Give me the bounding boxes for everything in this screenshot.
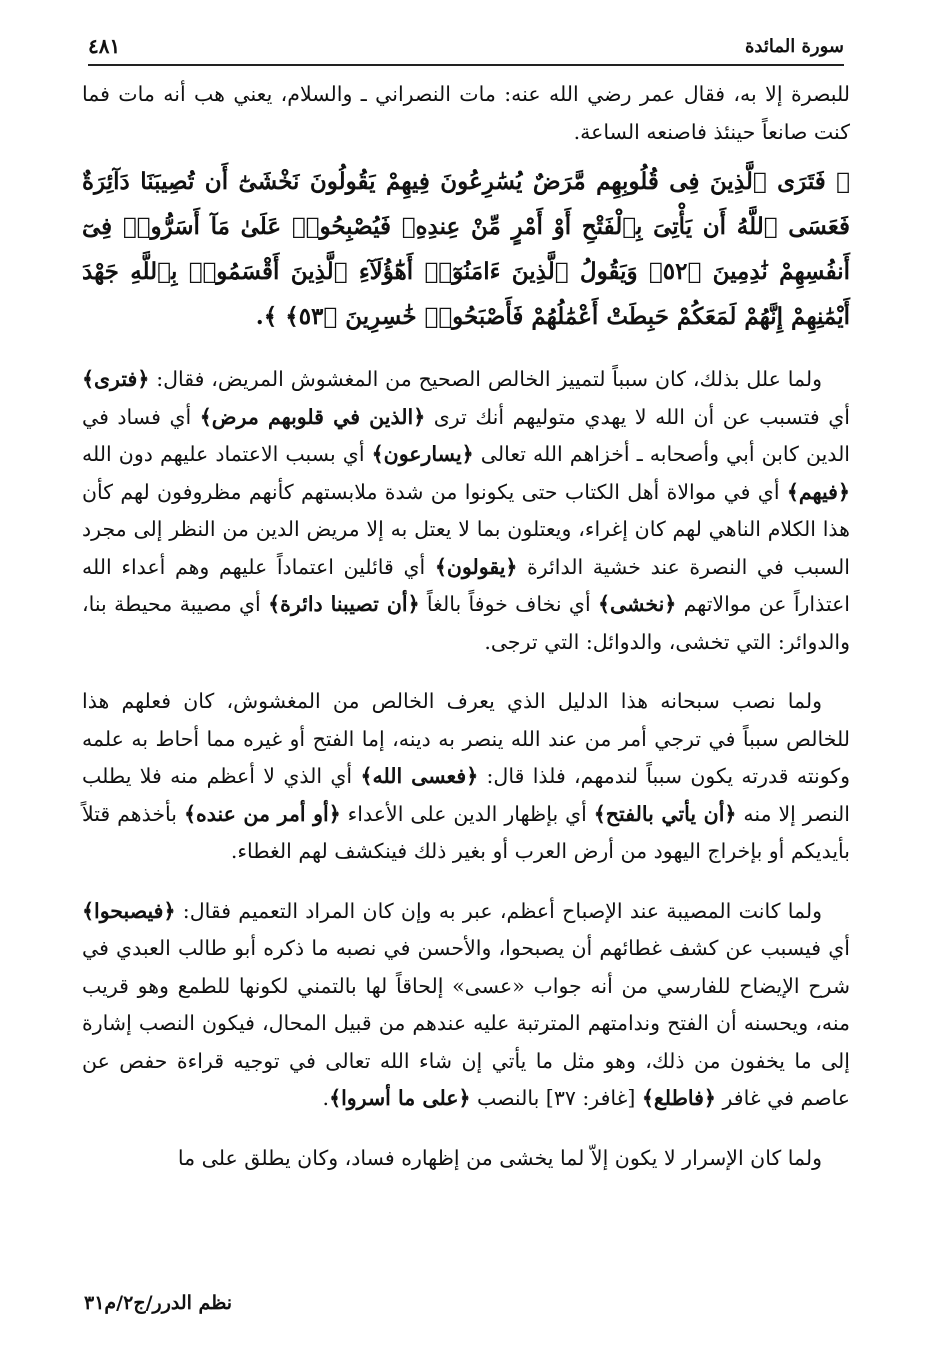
quran-quote: ﴿أو أمر من عنده﴾ (183, 801, 341, 826)
text-run: أي في موالاة أهل الكتاب حتى يكونوا من شدة ملابستهم كأنهم مظروفون لهم كأن هذا الكلام الناهي لهم كان إغراء، ويعتلون بما لا يعتل به إلا مريض الدين من النظر إلى مجرد السبب في النصرة عند خشية الدائرة (82, 479, 850, 579)
page-header (88, 30, 844, 66)
text-run: أي مصيبة محيطة بنا، والدوائر: التي تخشى، والدوائل: التي ترجى. (82, 592, 850, 654)
quran-verse: ﴿ فَتَرَى ٱلَّذِينَ فِى قُلُوبِهِم مَّرَضٌ يُسَٰرِعُونَ فِيهِمْ يَقُولُونَ نَخْشَىٰٓ أَن تُصِيبَنَا دَآئِرَةٌ فَعَسَى ٱللَّهُ أَن يَأْتِىَ بِٱلْفَتْحِ أَوْ أَمْرٍ مِّنْ عِندِهِۦ فَيُصْبِحُوا۟ عَلَىٰ مَآ أَسَرُّوا۟ فِىٓ أَنفُسِهِمْ نَٰدِمِينَ ﴿٥٢﴾ وَيَقُولُ ٱلَّذِينَ ءَامَنُوٓا۟ أَهَٰٓؤُلَآءِ ٱلَّذِينَ أَقْسَمُوا۟ بِٱللَّهِ جَهْدَ أَيْمَٰنِهِمْ إِنَّهُمْ لَمَعَكُمْ حَبِطَتْ أَعْمَٰلُهُمْ فَأَصْبَحُوا۟ خَٰسِرِينَ ﴿٥٣﴾ ﴾. (82, 168, 850, 330)
text-run: [غافر: ٣٧] بالنصب (470, 1086, 642, 1110)
text-run: أي فساد في الدين كابن أبي وأصحابه ـ أخزاهم الله تعالى (82, 404, 851, 466)
text-run: أي نخاف خوفاً بالغاً (419, 592, 598, 616)
quran-quote: ﴿يقولون﴾ (434, 554, 518, 579)
page-body (82, 76, 850, 1177)
quran-quote: ﴿فيهم﴾ (786, 479, 850, 504)
text-run: ولما كانت المصيبة عند الإصباح أعظم، عبر به وإن كان المراد التعميم فقال: (175, 898, 822, 923)
text-run: أي فتسبب عن أن الله لا يهدي متوليهم أنك ترى (425, 404, 850, 429)
quran-quote: ﴿نخشى﴾ (597, 592, 677, 616)
quran-quote: ﴿الذين في قلوبهم مرض﴾ (199, 404, 426, 429)
text-run: أي بسبب الاعتماد عليهم دون الله (82, 442, 372, 466)
paragraph-1: للبصرة إلا به، فقال عمر رضي الله عنه: مات النصراني ـ والسلام، يعني هب أنه مات فما كنت صانعاً حينئذ فاصنعه الساعة. (82, 82, 850, 144)
text-run: ولما نصب سبحانه هذا الدليل الذي يعرف الخالص من المغشوش، كان فعلهم هذا للخالص سبباً في ترجي أمر من عند الله ينصر به دينه، إما الفتح أو غيره مما أحاط به علمه وكونته قدرته يكون سبباً لندمهم، فلذا قال: (82, 689, 850, 788)
quran-quote: ﴿أن يأتي بالفتح﴾ (593, 801, 737, 826)
surah-title: سورة المائدة (744, 36, 844, 57)
quran-quote: ﴿فعسى الله﴾ (360, 764, 479, 788)
text-run: . (322, 1086, 330, 1110)
quran-quote: ﴿فاطلع﴾ (641, 1086, 716, 1110)
quran-quote: ﴿يسارعون﴾ (371, 442, 474, 466)
quran-quote: ﴿فيصبحوا﴾ (82, 898, 176, 923)
quran-quote: ﴿أن تصيبنا دائرة﴾ (268, 592, 420, 616)
text-run: أي قائلين اعتماداً عليهم وهم أعداء الله اعتذاراً عن موالاتهم (82, 554, 851, 616)
text-run: أي الذي لا أعظم منه فلا يطلب النصر إلا منه (82, 764, 850, 826)
page-number: ٤٨١ (88, 34, 121, 58)
text-run: بأخذهم قتلاً بأيديكم أو بإخراج اليهود من أرض العرب أو بغير ذلك فينكشف لهم الغطاء. (82, 801, 850, 863)
quran-quote: ﴿على ما أسروا﴾ (329, 1086, 471, 1110)
paragraph-5: ولما كان الإسرار لا يكون إلاّ لما يخشى من إظهاره فساد، وكان يطلق على ما (177, 1145, 822, 1170)
text-run: أي بإظهار الدين على الأعداء (340, 801, 594, 826)
footer-signature: نظم الدرر/ج٢/م٣١ (84, 1292, 233, 1314)
text-run: ولما علل بذلك، كان سبباً لتمييز الخالص الصحيح من المغشوش المريض، فقال: (149, 367, 822, 391)
text-run: أي فيسبب عن كشف غطائهم أن يصبحوا، والأحسن في نصبه ما ذكره أبو طالب العبدي في شرح الإيضاح للفارسي من أنه جواب «عسى» إلحاقاً لها بالتمني لكونها للطمع وهو قريب منه، ويحسنه أن الفتح وندامتهم المترتبة عليه عندهم من قبيل المحال، فيكون النصب إشارة إلى ما يخفون من ذلك، وهو مثل ما يأتي إن شاء الله تعالى في توجيه قراءة حفص عن عاصم في غافر (82, 936, 850, 1110)
paragraph-2 (82, 361, 850, 661)
paragraph-3 (82, 683, 850, 871)
paragraph-4 (82, 893, 850, 1118)
quran-quote: ﴿فترى﴾ (82, 367, 150, 391)
